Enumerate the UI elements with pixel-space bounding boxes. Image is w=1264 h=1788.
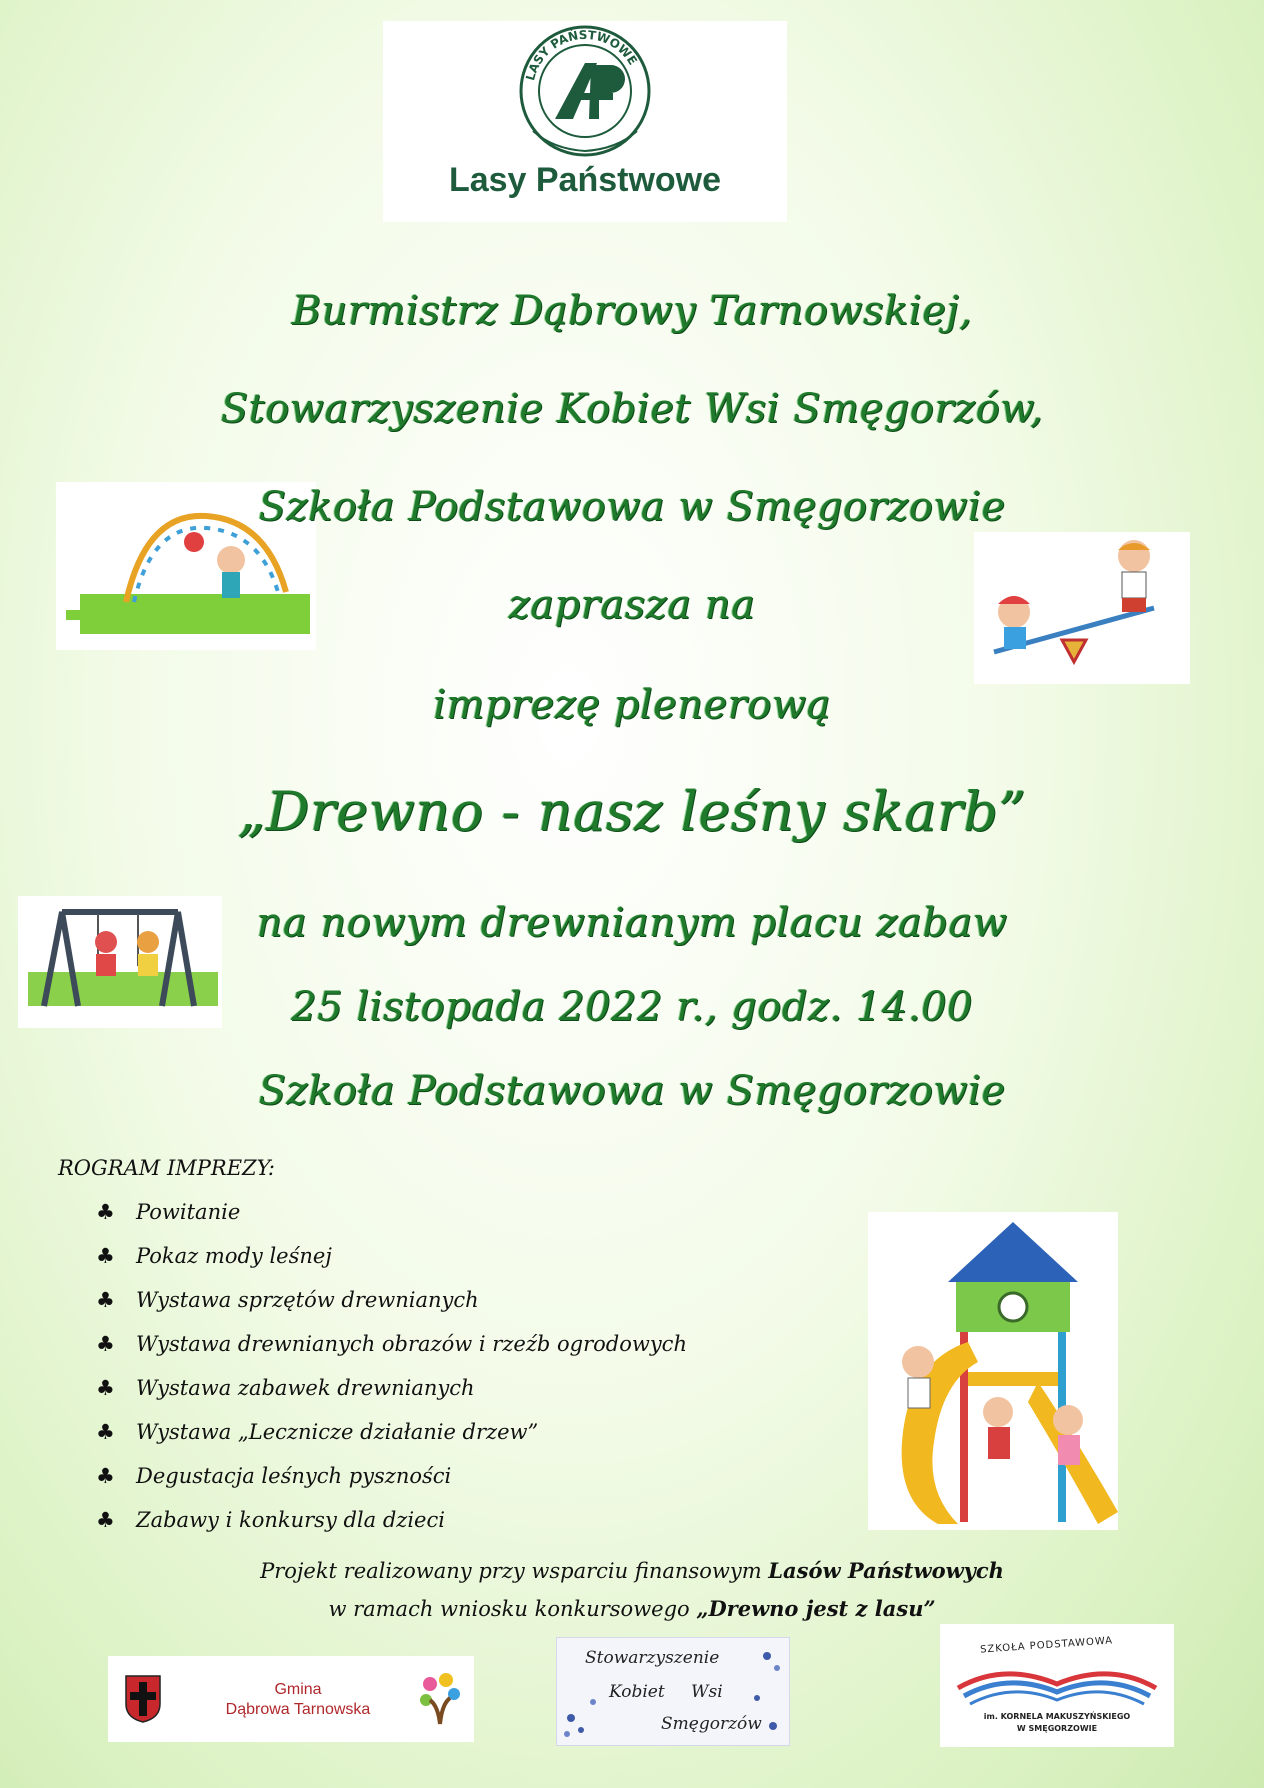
skw-line-2: Kobiet xyxy=(609,1682,665,1702)
club-bullet-icon: ♣ xyxy=(96,1420,115,1444)
logo-brand-name: Lasy Państwowe xyxy=(448,161,722,199)
playhouse-slide-illustration xyxy=(868,1212,1118,1530)
club-bullet-icon: ♣ xyxy=(96,1244,115,1268)
gmina-coat-of-arms-icon xyxy=(124,1674,162,1724)
program-item: ♣ Powitanie xyxy=(96,1200,241,1224)
skw-line-1: Stowarzyszenie xyxy=(585,1648,720,1668)
sp-logo-top-text: SZKOŁA PODSTAWOWA xyxy=(979,1635,1114,1656)
event-date-time: 25 listopada 2022 r., godz. 14.00 xyxy=(291,984,973,1030)
headline-event-type: imprezę plenerową xyxy=(433,682,831,728)
gmina-dabrowa-tarnowska-logo xyxy=(108,1656,474,1742)
program-item: ♣ Wystawa sprzętów drewnianych xyxy=(96,1288,479,1312)
floral-pattern-icon xyxy=(557,1638,789,1745)
program-item: ♣ Pokaz mody leśnej xyxy=(96,1244,332,1268)
club-bullet-icon: ♣ xyxy=(96,1464,115,1488)
sp-logo-patron: im. KORNELA MAKUSZYŃSKIEGO xyxy=(983,1712,1131,1721)
headline-invites: zaprasza na xyxy=(508,582,756,628)
open-book-icon xyxy=(954,1658,1160,1708)
tree-logo-icon xyxy=(418,1672,462,1726)
headline-organizer-1: Burmistrz Dąbrowy Tarnowskiej, xyxy=(291,288,973,334)
gmina-label: Gmina xyxy=(274,1681,322,1698)
event-venue: Szkoła Podstawowa w Smęgorzowie xyxy=(258,1068,1006,1114)
gmina-name: Dąbrowa Tarnowska xyxy=(225,1701,371,1718)
club-bullet-icon: ♣ xyxy=(96,1376,115,1400)
club-bullet-icon: ♣ xyxy=(96,1332,115,1356)
program-item: ♣ Degustacja leśnych pyszności xyxy=(96,1464,452,1488)
skw-line-4: Smęgorzów xyxy=(661,1714,762,1734)
stowarzyszenie-kobiet-wsi-logo xyxy=(556,1637,790,1746)
club-bullet-icon: ♣ xyxy=(96,1200,115,1224)
skw-line-3: Wsi xyxy=(691,1682,723,1702)
club-bullet-icon: ♣ xyxy=(96,1288,115,1312)
headline-organizer-2: Stowarzyszenie Kobiet Wsi Smęgorzów, xyxy=(220,386,1044,432)
logo-ring-text: LASY PAŃSTWOWE xyxy=(523,27,640,83)
event-title: „Drewno - nasz leśny skarb” xyxy=(237,780,1027,843)
program-item: ♣ Wystawa drewnianych obrazów i rzeźb ogrodowych xyxy=(96,1332,687,1356)
program-item: ♣ Wystawa „Lecznicze działanie drzew” xyxy=(96,1420,539,1444)
program-title: ROGRAM IMPREZY: xyxy=(58,1156,275,1180)
sp-logo-place: W SMĘGORZOWIE xyxy=(1016,1724,1098,1733)
sponsor-line-1: Projekt realizowany przy wsparciu finansowym Lasów Państwowych xyxy=(260,1558,1004,1583)
headline-organizer-3: Szkoła Podstawowa w Smęgorzowie xyxy=(258,484,1006,530)
program-item: ♣ Zabawy i konkursy dla dzieci xyxy=(96,1508,445,1532)
lasy-panstwowe-emblem-icon xyxy=(383,21,787,161)
sponsor-line-2: w ramach wniosku konkursowego „Drewno jest z lasu” xyxy=(328,1596,936,1621)
club-bullet-icon: ♣ xyxy=(96,1508,115,1532)
headline-location-desc: na nowym drewnianym placu zabaw xyxy=(256,900,1008,946)
szkola-podstawowa-logo xyxy=(940,1624,1174,1747)
program-item: ♣ Wystawa zabawek drewnianych xyxy=(96,1376,475,1400)
lasy-panstwowe-logo xyxy=(383,21,787,222)
